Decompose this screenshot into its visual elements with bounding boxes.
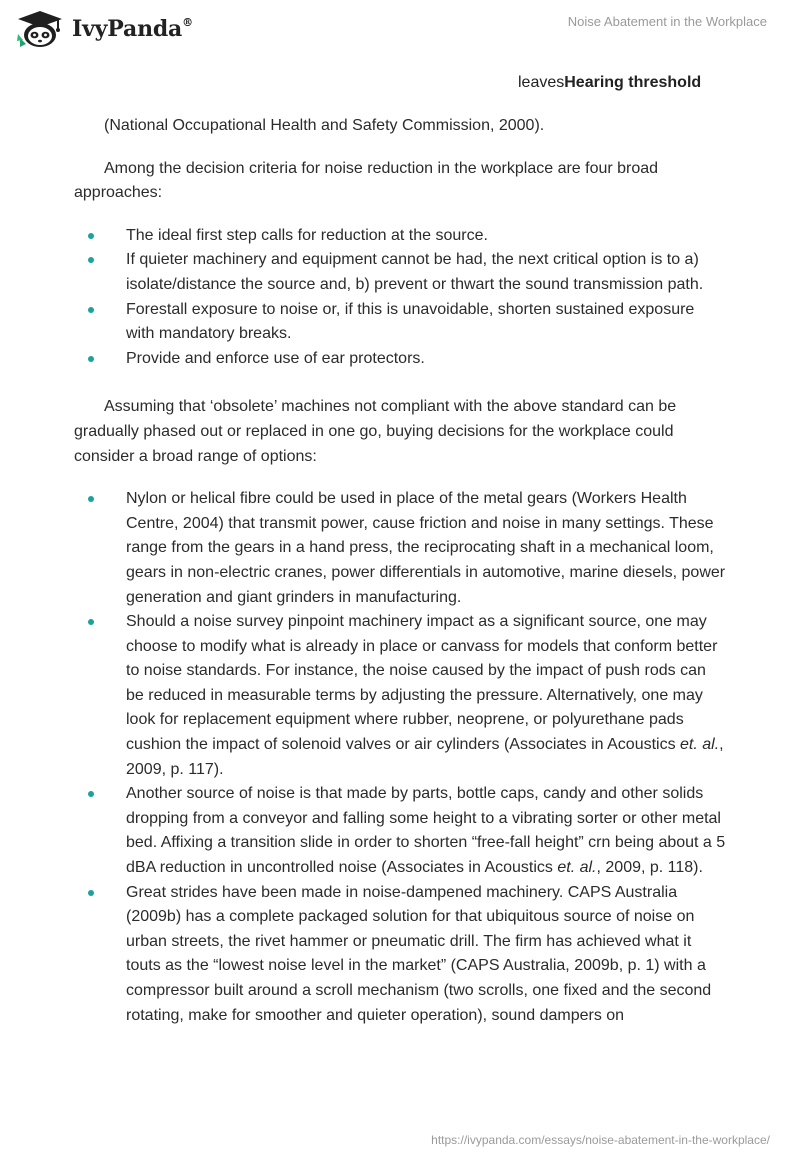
bullet-icon xyxy=(88,619,94,625)
list-item: Great strides have been made in noise-dampened machinery. CAPS Australia (2009b) has a complete packaged solution for that ubiquitous source of noise on urban streets, the rivet hammer or pneumatic drill. The firm has achieved what it touts as the “lowest noise level in the market” (CAPS Australia, 2009b, p. 1) with a compressor built around a scroll mechanism (two scrolls, one fixed and the second rotating, make for smoother and quieter operation), sound dampers on xyxy=(74,881,726,1029)
list-item: Another source of noise is that made by parts, bottle caps, candy and other solids dropping from a conveyor and falling some height to a vibrating sorter or other metal bed. Affixing a transition slide in order to shorten “free-fall height” crn being about a 5 dBA reduction in uncontrolled noise (Associates in Acoustics et. al., 2009, p. 118). xyxy=(74,782,726,880)
brand-name: IvyPanda® xyxy=(72,15,193,42)
list-item: Nylon or helical fibre could be used in place of the metal gears (Workers Health Centre, 2004) that transmit power, cause friction and noise in many settings. These range from the gears in a hand press, the reciprocating shaft in a mechanical loom, gears in non-electric cranes, power differentials in automotive, marine diesels, power generation and giant grinders in manufacturing. xyxy=(74,487,726,610)
bullet-icon xyxy=(88,257,94,263)
table-cell-right: Hearing threshold xyxy=(564,74,702,91)
brand-logo[interactable] xyxy=(14,10,193,48)
essay-body xyxy=(74,114,726,1046)
table-cell-left: leaves xyxy=(518,74,565,91)
list-item: Provide and enforce use of ear protectors. xyxy=(74,347,726,372)
options-paragraph: Assuming that ‘obsolete’ machines not compliant with the above standard can be gradually phased out or replaced in one go, buying decisions for the workplace could consider a broad range of options: xyxy=(74,398,677,465)
list-item: Should a noise survey pinpoint machinery impact as a significant source, one may choose to modify what is already in place or canvass for models that conform better to noise standards. For instance, the noise caused by the impact of push rods can be reduced in measurable terms by adjusting the pressure. Alternatively, one may look for replacement equipment where rubber, neoprene, or polyurethane pads cushion the impact of solenoid valves or air cylinders (Associates in Acoustics et. al., 2009, p. 117). xyxy=(74,610,726,782)
intro-paragraph: Among the decision criteria for noise reduction in the workplace are four broad approaches: xyxy=(74,159,659,202)
bullet-icon xyxy=(88,307,94,313)
panda-graduate-icon xyxy=(14,10,66,48)
approaches-list xyxy=(74,224,726,372)
source-url[interactable]: https://ivypanda.com/essays/noise-abatement-in-the-workplace/ xyxy=(431,1133,770,1147)
list-item: The ideal first step calls for reduction at the source. xyxy=(74,224,726,249)
list-item: If quieter machinery and equipment cannot be had, the next critical option is to a) isolate/distance the source and, b) prevent or thwart the sound transmission path. xyxy=(74,248,726,297)
bullet-icon xyxy=(88,233,94,239)
list-item: Forestall exposure to noise or, if this is unavoidable, shorten sustained exposure with mandatory breaks. xyxy=(74,298,726,347)
options-list xyxy=(74,487,726,1028)
citation-paragraph: (National Occupational Health and Safety Commission, 2000). xyxy=(104,117,545,134)
bullet-icon xyxy=(88,791,94,797)
registered-mark: ® xyxy=(182,15,193,29)
table-fragment xyxy=(518,74,701,92)
bullet-icon xyxy=(88,356,94,362)
bullet-icon xyxy=(88,496,94,502)
page-header xyxy=(0,0,800,60)
bullet-icon xyxy=(88,890,94,896)
document-title: Noise Abatement in the Workplace xyxy=(567,14,767,29)
